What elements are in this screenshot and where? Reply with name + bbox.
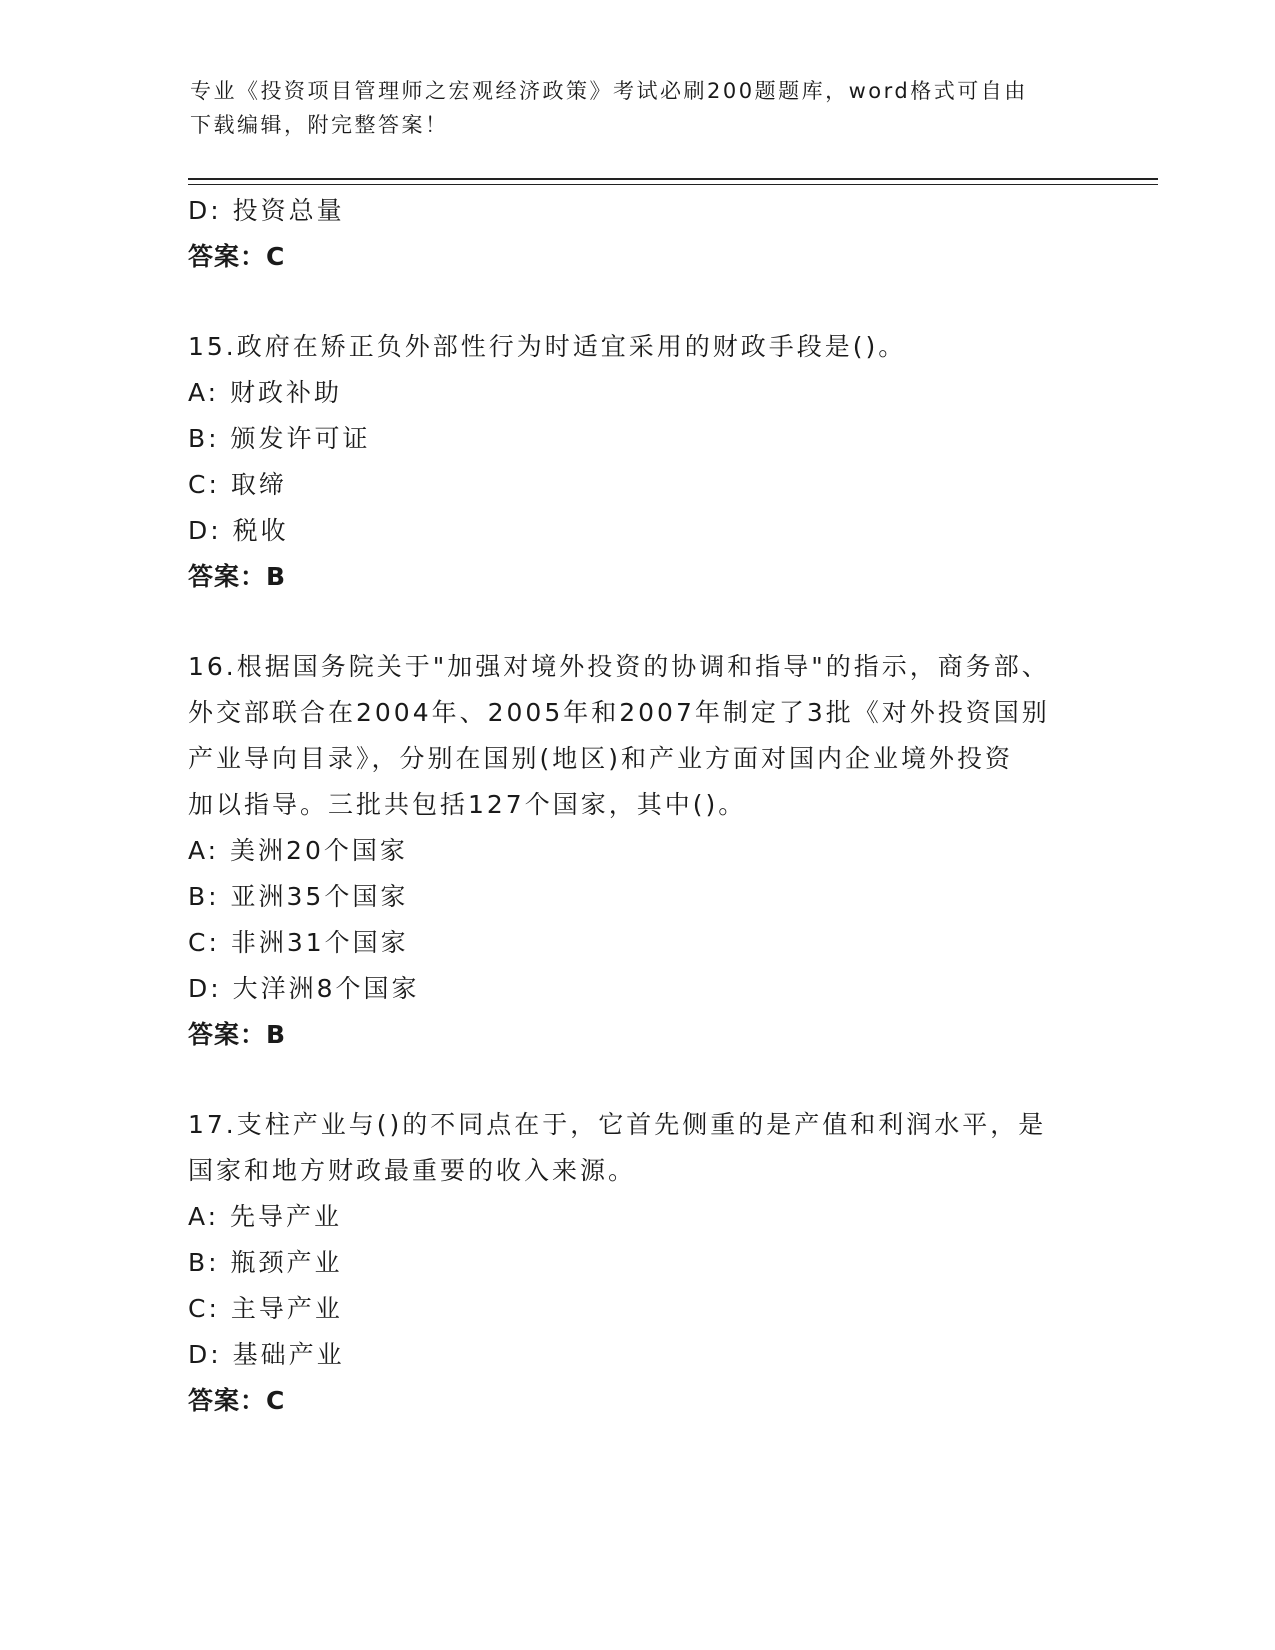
answer-line: 答案：C — [188, 1386, 286, 1415]
answer-line: 答案：B — [188, 562, 287, 591]
header-rule-thin — [188, 184, 1158, 185]
question-list — [188, 188, 1088, 1424]
option-d: D: 大洋洲8个国家 — [188, 974, 420, 1003]
option-c: C: 非洲31个国家 — [188, 928, 409, 957]
document-header — [190, 74, 1090, 142]
question-16 — [188, 644, 1088, 1058]
option-d: D: 基础产业 — [188, 1340, 345, 1369]
question-15 — [188, 324, 1088, 600]
option-c: C: 主导产业 — [188, 1294, 343, 1323]
question-17 — [188, 1102, 1088, 1424]
option-b: B: 瓶颈产业 — [188, 1248, 343, 1277]
option-d: D: 税收 — [188, 516, 289, 545]
question-stem: 17.支柱产业与()的不同点在于，它首先侧重的是产值和利润水平，是 国家和地方财政最重要的收入来源。 — [188, 1110, 1047, 1185]
spacer — [188, 600, 1088, 644]
spacer — [188, 280, 1088, 324]
question-14-tail — [188, 188, 1088, 280]
spacer — [188, 1058, 1088, 1102]
question-stem: 15.政府在矫正负外部性行为时适宜采用的财政手段是()。 — [188, 332, 907, 361]
header-line-1: 专业《投资项目管理师之宏观经济政策》考试必刷200题题库，word格式可自由 — [190, 79, 1028, 103]
option-c: C: 取缔 — [188, 470, 287, 499]
option-d: D: 投资总量 — [188, 196, 345, 225]
answer-line: 答案：C — [188, 242, 286, 271]
option-a: A: 美洲20个国家 — [188, 836, 408, 865]
option-b: B: 亚洲35个国家 — [188, 882, 409, 911]
option-b: B: 颁发许可证 — [188, 424, 371, 453]
answer-line: 答案：B — [188, 1020, 287, 1049]
option-a: A: 财政补助 — [188, 378, 343, 407]
question-stem: 16.根据国务院关于"加强对境外投资的协调和指导"的指示，商务部、 外交部联合在2004年、2005年和2007年制定了3批《对外投资国别 产业导向目录》，分别在国别(地区)和产业方面对国内企业境外投资 加以指导。三批共包括127个国家，其中()。 — [188, 652, 1050, 819]
header-line-2: 下载编辑，附完整答案！ — [190, 113, 449, 137]
option-a: A: 先导产业 — [188, 1202, 343, 1231]
header-rule-thick — [188, 178, 1158, 180]
